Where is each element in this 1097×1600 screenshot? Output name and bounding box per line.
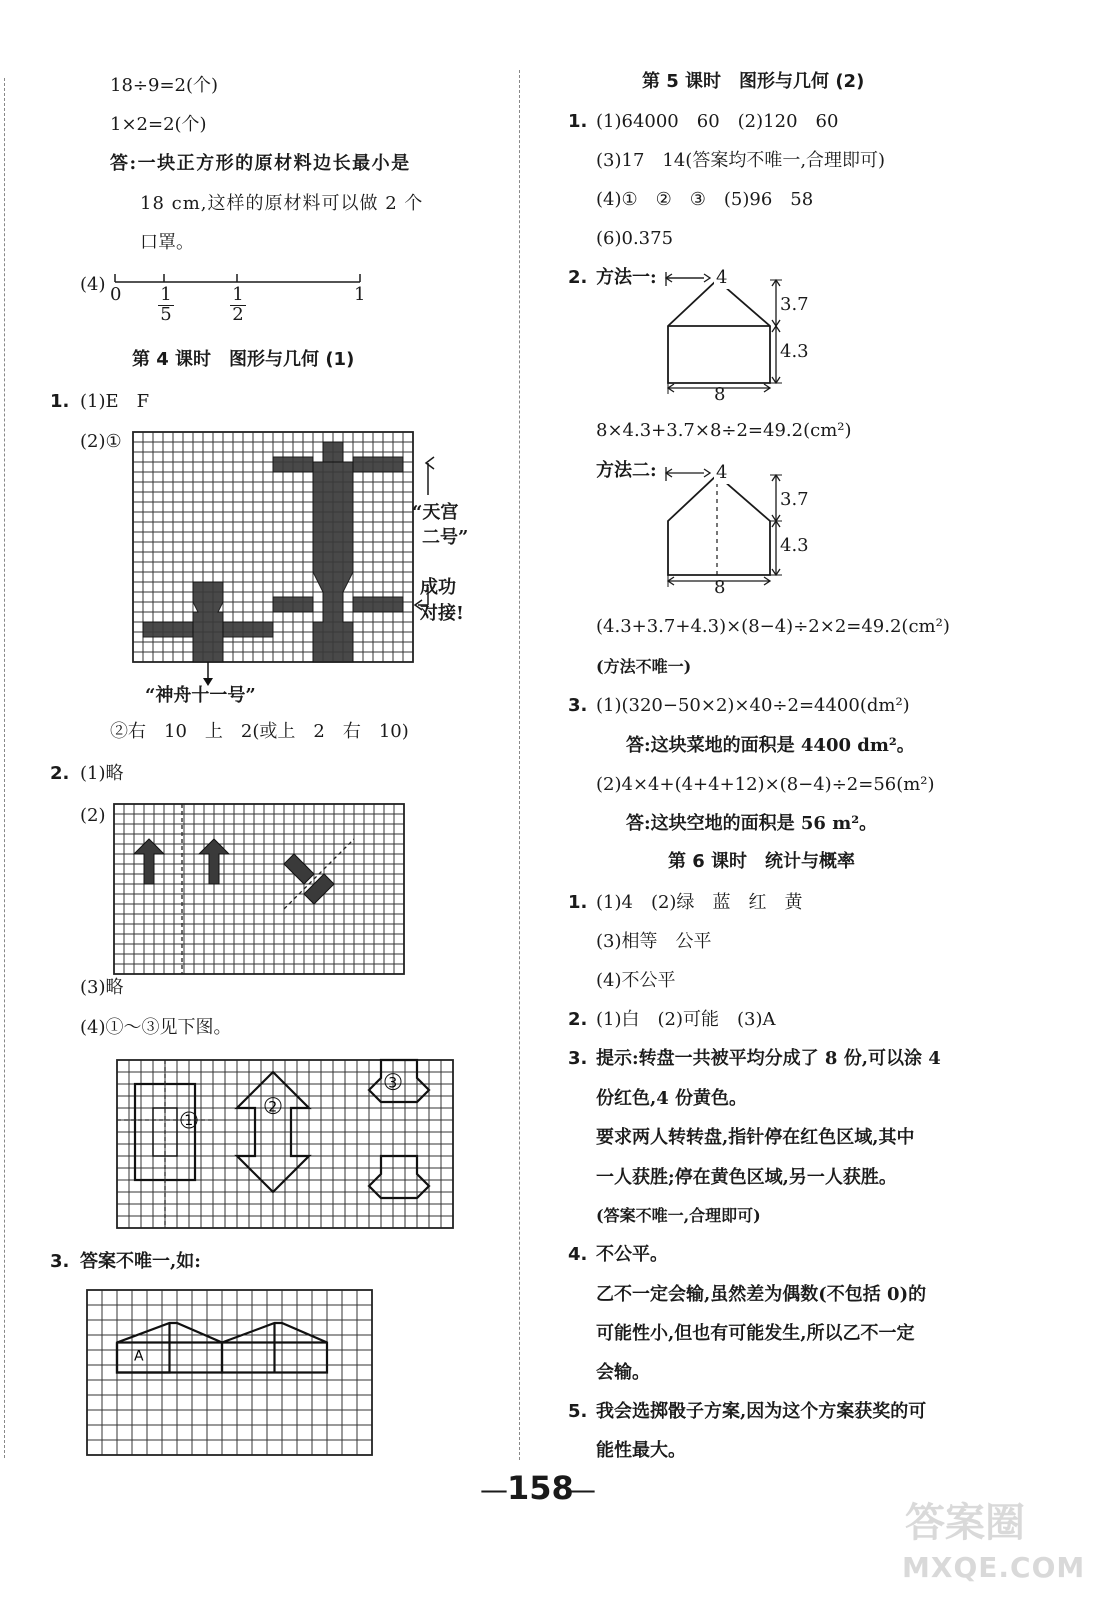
lesson-6-title: 第 6 课时 统计与概率 bbox=[668, 851, 856, 872]
tiangong-label-1: “天宫 bbox=[412, 502, 459, 523]
dim-43-m2: 4.3 bbox=[780, 535, 809, 556]
tiangong-panel-left bbox=[273, 457, 313, 472]
r-q3-line-b: (2)4×4+(4+4+12)×(8−4)÷2=56(m²) bbox=[596, 774, 935, 795]
s-q3-note: (答案不唯一,合理即可) bbox=[596, 1206, 761, 1225]
question-3-number: 3. bbox=[50, 1251, 70, 1272]
method-note: (方法不唯一) bbox=[596, 657, 692, 676]
s-q3-line-d: 一人获胜;停在黄色区域,另一人获胜。 bbox=[596, 1167, 897, 1188]
calc-method-2: (4.3+3.7+4.3)×(8−4)÷2×2=49.2(cm²) bbox=[596, 616, 950, 637]
dim-37-m1: 3.7 bbox=[780, 294, 809, 315]
calc-method-1: 8×4.3+3.7×8÷2=49.2(cm²) bbox=[596, 420, 852, 441]
docking-label-1: 成功 bbox=[420, 577, 456, 598]
arrows-grid bbox=[114, 804, 404, 976]
r-q3-answer-b: 答:这块空地的面积是 56 m²。 bbox=[626, 813, 878, 834]
docking-label-2: 对接! bbox=[420, 603, 464, 624]
s-q5-line-b: 能性最大。 bbox=[596, 1440, 686, 1461]
tiangong-label-2: 二号” bbox=[422, 527, 469, 548]
dim-37-m2: 3.7 bbox=[780, 489, 809, 510]
method-1-label: 方法一: bbox=[596, 267, 657, 288]
r-question-2-number: 2. bbox=[568, 267, 588, 288]
mark-3: 3 bbox=[388, 1075, 398, 1092]
r-question-3-number: 3. bbox=[568, 695, 588, 716]
s-q2-line: (1)白 (2)可能 (3)A bbox=[596, 1009, 776, 1030]
tiangong-panel-left-lower bbox=[273, 597, 313, 612]
house-a-label: A bbox=[134, 1348, 144, 1365]
column-divider bbox=[519, 70, 520, 1460]
q4-label: (4) bbox=[80, 274, 106, 295]
q2-part-2-label: (2) bbox=[80, 805, 106, 826]
method-2-label: 方法二: bbox=[596, 460, 657, 481]
r-q3-line-a: (1)(320−50×2)×40÷2=4400(dm²) bbox=[596, 695, 910, 716]
house-figure-method-2 bbox=[660, 463, 820, 603]
fraction-one-half: $\frac{1}{2}$ bbox=[230, 286, 246, 325]
s-question-4-number: 4. bbox=[568, 1244, 588, 1265]
lesson-4-title: 第 4 课时 图形与几何 (1) bbox=[132, 349, 355, 370]
dim-43-m1: 4.3 bbox=[780, 341, 809, 362]
question-2-number: 2. bbox=[50, 763, 70, 784]
q2-part-4: (4)①～③见下图。 bbox=[80, 1017, 232, 1038]
s-question-3-number: 3. bbox=[568, 1048, 588, 1069]
s-q1-line-c: (4)不公平 bbox=[596, 970, 676, 991]
dim-4-m2: 4 bbox=[716, 462, 728, 483]
shenzhou-panel-left bbox=[143, 622, 193, 637]
q1-part-2b: ②右 10 上 2(或上 2 右 10) bbox=[110, 721, 409, 742]
mark-2: 2 bbox=[268, 1099, 278, 1116]
shenzhou-panel-right bbox=[223, 622, 273, 637]
calc-line-2: 1×2=2(个) bbox=[110, 114, 207, 135]
q1-part-2-label: (2)① bbox=[80, 431, 122, 452]
answer-line-1: 答:一块正方形的原材料边长最小是 bbox=[110, 153, 411, 174]
parallelogram-upper bbox=[284, 854, 314, 884]
left-margin-rule bbox=[4, 78, 5, 1458]
r-q1-line-b: (3)17 14(答案均不唯一,合理即可) bbox=[596, 150, 886, 171]
s-question-2-number: 2. bbox=[568, 1009, 588, 1030]
dim-4-m1: 4 bbox=[716, 267, 728, 288]
watermark-url: MXQE.COM bbox=[902, 1551, 1086, 1584]
transformation-grid bbox=[117, 1060, 453, 1228]
r-q1-line-a: (1)64000 60 (2)120 60 bbox=[596, 111, 839, 132]
s-q1-line-b: (3)相等 公平 bbox=[596, 931, 712, 952]
s-q3-line-c: 要求两人转转盘,指针停在红色区域,其中 bbox=[596, 1127, 915, 1148]
s-q4-line-d: 会输。 bbox=[596, 1362, 650, 1383]
fraction-one-fifth: $\frac{1}{5}$ bbox=[158, 286, 174, 325]
answer-line-2: 18 cm,这样的原材料可以做 2 个 bbox=[140, 193, 424, 214]
r-q1-line-c: (4)① ② ③ (5)96 58 bbox=[596, 189, 814, 210]
s-q3-line-b: 份红色,4 份黄色。 bbox=[596, 1088, 748, 1109]
q2-part-1: (1)略 bbox=[80, 763, 124, 784]
r-question-1-number: 1. bbox=[568, 111, 588, 132]
dim-8-m1: 8 bbox=[714, 384, 726, 405]
s-q4-line-b: 乙不一定会输,虽然差为偶数(不包括 0)的 bbox=[596, 1284, 927, 1305]
house-grid bbox=[87, 1290, 372, 1458]
shenzhou-label: “神舟十一号” bbox=[145, 685, 256, 706]
r-q3-answer-a: 答:这块菜地的面积是 4400 dm²。 bbox=[626, 735, 915, 756]
q1-part-1: (1)E F bbox=[80, 391, 150, 412]
house-figure-method-1 bbox=[660, 268, 820, 408]
r-q1-line-d: (6)0.375 bbox=[596, 228, 674, 249]
dim-8-m2: 8 bbox=[714, 577, 726, 598]
s-q4-line-a: 不公平。 bbox=[596, 1244, 668, 1265]
grid-border bbox=[114, 804, 404, 974]
docking-grid bbox=[133, 432, 413, 662]
mark-1: 1 bbox=[184, 1112, 194, 1129]
number-line-one: 1 bbox=[354, 284, 366, 305]
tiangong-top bbox=[323, 442, 343, 462]
s-q5-line-a: 我会选掷骰子方案,因为这个方案获奖的可 bbox=[596, 1401, 927, 1422]
question-1-number: 1. bbox=[50, 391, 70, 412]
calc-line-1: 18÷9=2(个) bbox=[110, 75, 219, 96]
s-q4-line-c: 可能性小,但也有可能发生,所以乙不一定 bbox=[596, 1323, 915, 1344]
number-line-zero: 0 bbox=[110, 284, 122, 305]
tiangong-panel-right bbox=[353, 457, 403, 472]
s-q3-line-a: 提示:转盘一共被平均分成了 8 份,可以涂 4 bbox=[596, 1048, 941, 1069]
page-number-dash-right: — bbox=[568, 1473, 596, 1506]
answer-line-3: 口罩。 bbox=[140, 232, 194, 253]
tiangong-panel-right-lower bbox=[353, 597, 403, 612]
q2-part-3: (3)略 bbox=[80, 977, 124, 998]
page-number-dash-left: — bbox=[480, 1473, 508, 1506]
arrow-up-left bbox=[134, 839, 164, 884]
page-number: 158 bbox=[507, 1469, 574, 1507]
s-q1-line-a: (1)4 (2)绿 蓝 红 黄 bbox=[596, 892, 803, 913]
s-question-1-number: 1. bbox=[568, 892, 588, 913]
lesson-5-title: 第 5 课时 图形与几何 (2) bbox=[642, 71, 865, 92]
shenzhou-body bbox=[193, 582, 223, 662]
s-question-5-number: 5. bbox=[568, 1401, 588, 1422]
tiangong-body bbox=[313, 462, 353, 662]
q3-text: 答案不唯一,如: bbox=[80, 1251, 201, 1272]
watermark-logo: 答案圈 bbox=[905, 1500, 1025, 1546]
